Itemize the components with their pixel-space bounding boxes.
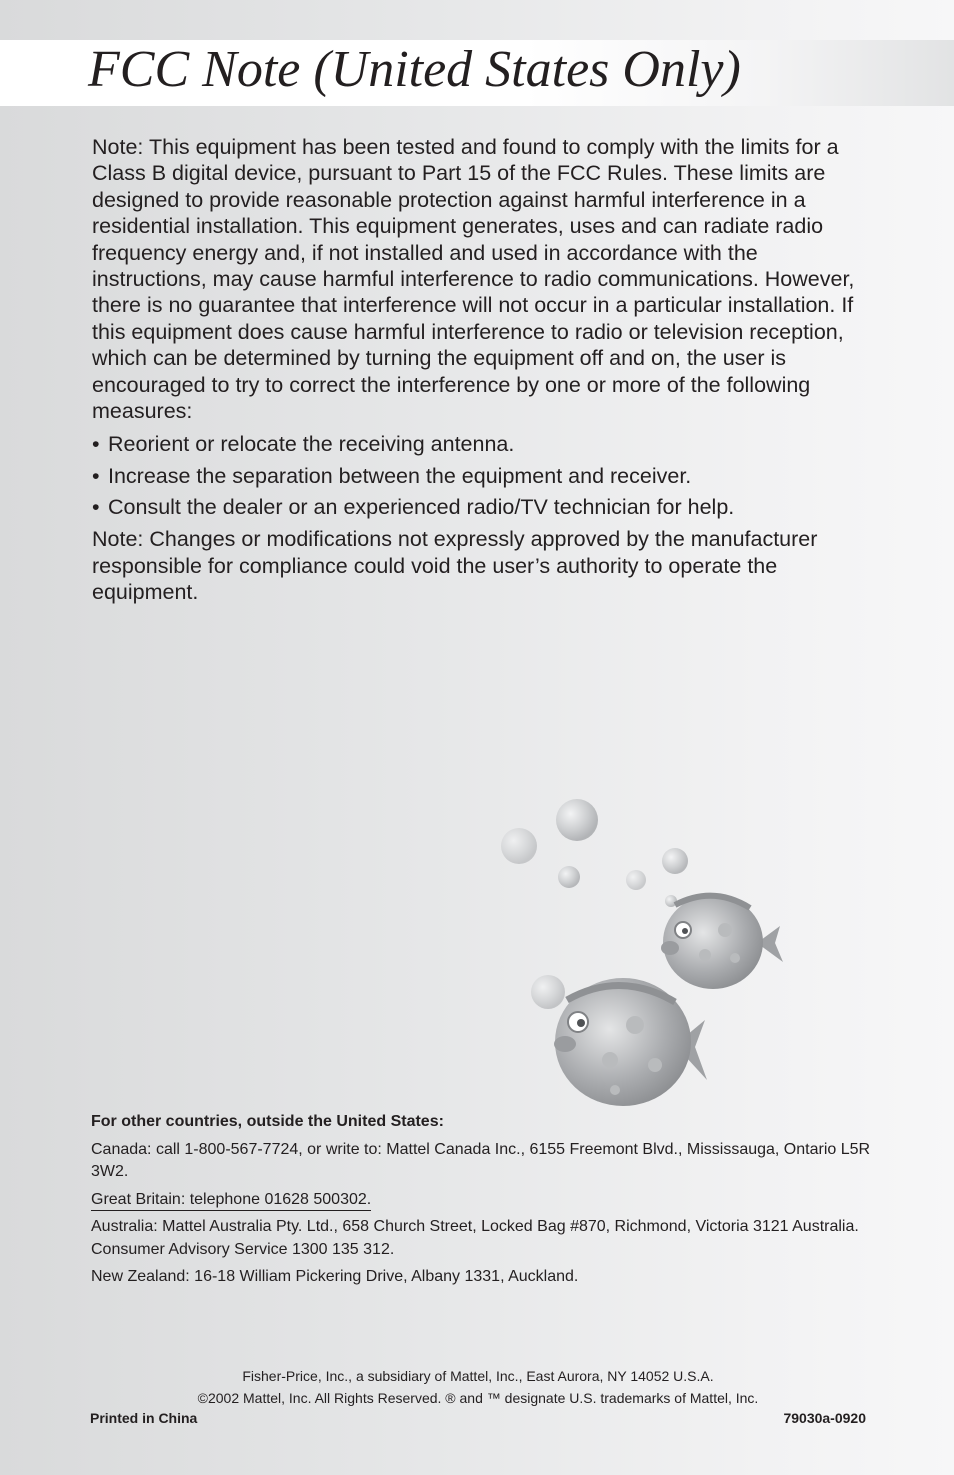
list-item (92, 494, 872, 520)
great-britain-contact: Great Britain: telephone 01628 500302. (91, 1190, 371, 1211)
canada-contact: Canada: call 1-800-567-7724, or write to: Mattel Canada Inc., 6155 Freemont Blvd., Mississauga, Ontario L5R 3W2. (91, 1140, 871, 1180)
other-countries-heading: For other countries, outside the United States: (91, 1113, 444, 1130)
bubble-icon (662, 848, 688, 874)
page-title: FCC Note (United States Only) (88, 41, 741, 98)
fish-icon (554, 978, 707, 1106)
bubble-icon (556, 799, 598, 841)
bubble-icon (626, 870, 646, 890)
changes-note: Note: Changes or modifications not expressly approved by the manufacturer responsible for compliance could void the user’s authority to operate the equipment. (92, 527, 818, 605)
bullet-icon: • (92, 432, 100, 457)
measures-list (92, 431, 872, 520)
fcc-body (92, 134, 872, 606)
product-code: 79030a-0920 (783, 1410, 866, 1426)
footer-bottom-row (90, 1407, 866, 1429)
footer (90, 1365, 866, 1429)
measure-text: Increase the separation between the equipment and receiver. (108, 463, 692, 488)
australia-contact: Australia: Mattel Australia Pty. Ltd., 658 Church Street, Locked Bag #870, Richmond, Victoria 3121 Australia. Consumer Advisory Service 1300 135 312. (91, 1218, 859, 1258)
printed-in: Printed in China (90, 1410, 198, 1426)
bubble-icon (558, 866, 580, 888)
bullet-icon: • (92, 463, 100, 488)
measure-text: Reorient or relocate the receiving antenna. (108, 432, 515, 457)
new-zealand-contact: New Zealand: 16-18 William Pickering Drive, Albany 1331, Auckland. (91, 1268, 579, 1285)
other-countries (91, 1111, 871, 1294)
bubble-icon (501, 828, 537, 864)
fcc-note-paragraph: Note: This equipment has been tested and found to comply with the limits for a Class B digital device, pursuant to Part 15 of the FCC Rules. These limits are designed to provide reasonable protection against harmful interference in a residential installation. This equipment generates, uses and can radiate radio frequency energy and, if not installed and used in accordance with the instructions, may cause harmful interference to radio communications. However, there is no guarantee that interference will not occur in a particular installation. If this equipment does cause harmful interference to radio or television reception, which can be determined by turning the equipment off and on, the user is encouraged to try to correct the interference by one or more of the following measures: (92, 135, 855, 424)
copyright-line: ©2002 Mattel, Inc. All Rights Reserved. ® and ™ designate U.S. trademarks of Mattel, Inc. (197, 1390, 759, 1406)
list-item (92, 431, 872, 457)
fish-icon (661, 895, 783, 989)
fish-bubbles-illustration (495, 790, 795, 1115)
bullet-icon: • (92, 495, 100, 520)
measure-text: Consult the dealer or an experienced radio/TV technician for help. (108, 495, 735, 520)
bubble-icon (531, 975, 565, 1009)
list-item (92, 463, 872, 489)
company-line: Fisher-Price, Inc., a subsidiary of Mattel, Inc., East Aurora, NY 14052 U.S.A. (242, 1368, 714, 1384)
